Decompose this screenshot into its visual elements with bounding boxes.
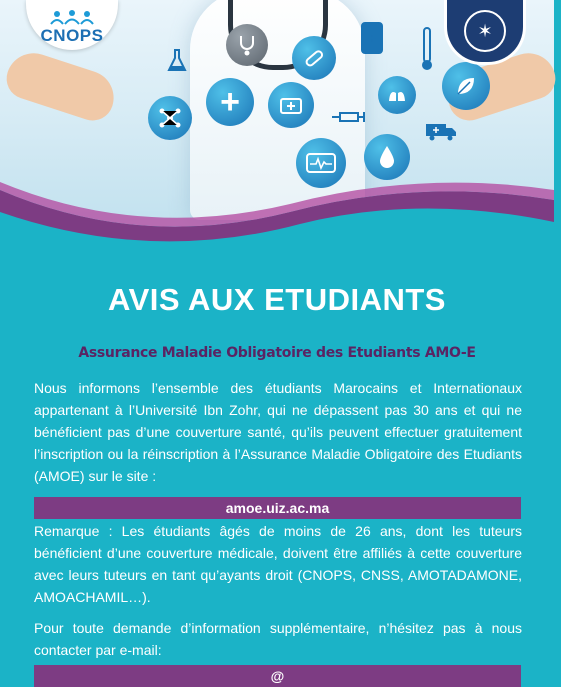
decorative-wave xyxy=(0,160,554,270)
leaf-icon xyxy=(442,62,490,110)
medical-cross-icon: + xyxy=(206,78,254,126)
lungs-icon xyxy=(378,76,416,114)
stethoscope-icon xyxy=(226,24,268,66)
email-link[interactable]: @ xyxy=(34,665,521,687)
pill-capsule-icon xyxy=(292,36,336,80)
molecule-icon xyxy=(148,96,192,140)
cnops-family-icon xyxy=(45,10,99,24)
page-title: AVIS AUX ETUDIANTS xyxy=(108,282,446,317)
seal-emblem: ✶ xyxy=(464,10,506,52)
flask-icon xyxy=(160,44,194,78)
intro-paragraph: Nous informons l’ensemble des étudiants Marocains et Internationaux appartenant à l’Université Ibn Zohr, qui ne dépassent pas 30 ans et qui ne bénéficient pas d’une couverture santé, qu’ils peuvent effectuer gratuitement l’inscription ou la réinscription à l’Assurance Maladie Obligatoire des Etudiants (AMOE) sur le site : xyxy=(34,380,522,484)
first-aid-kit-icon xyxy=(268,82,314,128)
cnops-logo-text: CNOPS xyxy=(40,26,104,45)
left-hand xyxy=(1,46,120,126)
website-link[interactable]: amoe.uiz.ac.ma xyxy=(34,497,521,519)
thermometer-icon xyxy=(414,24,440,74)
medicine-bottle-icon: + xyxy=(361,22,383,54)
ambulance-icon xyxy=(424,120,458,142)
notice-subtitle: Assurance Maladie Obligatoire des Etudiants AMO-E xyxy=(78,345,476,361)
contact-paragraph: Pour toute demande d’information supplémentaire, n’hésitez pas à nous contacter par e-mail: xyxy=(34,620,522,658)
syringe-icon xyxy=(332,108,366,126)
remark-paragraph: Remarque : Les étudiants âgés de moins de 26 ans, dont les tuteurs bénéficient d’une couverture médicale, doivent être affiliés à cette couverture avec leurs tuteurs en tant qu’ayants droit (CNOPS, CNSS, AMOTADAMONE, AMOACHAMIL…). xyxy=(34,523,522,605)
cnops-logo xyxy=(26,0,118,50)
university-seal-logo xyxy=(444,0,526,65)
